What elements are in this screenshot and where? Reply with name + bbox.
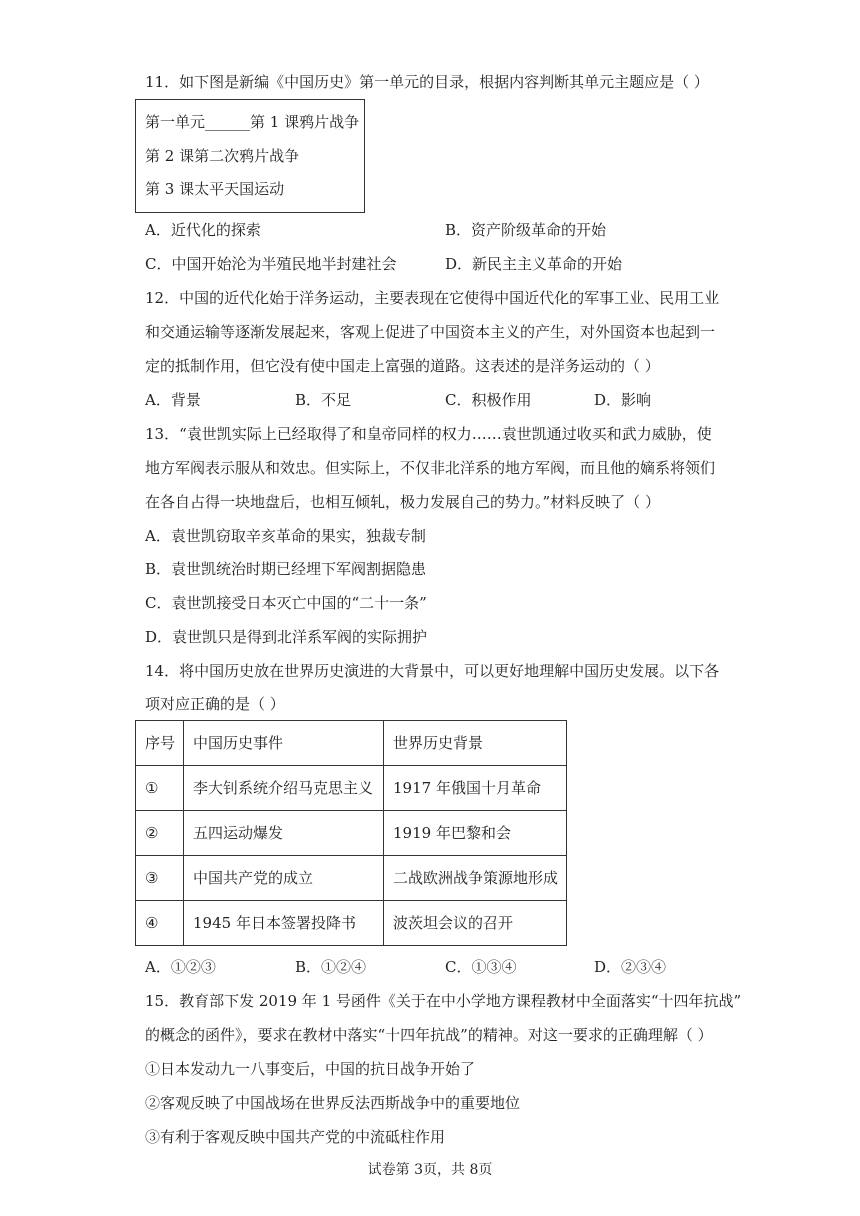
q15-item-3: ③有利于客观反映中国共产党的中流砥柱作用 [145,1128,446,1146]
q12-option-a: A．背景 [145,391,201,409]
q11-option-c: C．中国开始沦为半殖民地半封建社会 [145,255,397,273]
table-row [136,856,567,901]
q14-option-c: C．①③④ [445,958,517,976]
q12-line-3: 定的抵制作用，但它没有使中国走上富强的道路。这表述的是洋务运动的（ ） [145,357,660,375]
table-cell: 1919 年巴黎和会 [384,811,567,856]
q14-option-a: A．①②③ [145,958,216,976]
q12-option-d: D．影响 [594,391,652,409]
q11-box-line-2: 第 2 课第二次鸦片战争 [145,147,300,165]
table-header-cell: 序号 [136,721,184,766]
q15-line-2: 的概念的函件》，要求在教材中落实“十四年抗战”的精神。对这一要求的正确理解（ ） [145,1026,713,1044]
table-cell: ③ [136,856,184,901]
q12-line-1: 12．中国的近代化始于洋务运动，主要表现在它使得中国近代化的军事工业、民用工业 [145,289,720,307]
table-cell: ④ [136,901,184,946]
q13-option-c: C．袁世凯接受日本灭亡中国的“二十一条” [145,594,427,612]
q13-line-1: 13．“袁世凯实际上已经取得了和皇帝同样的权力……袁世凯通过收买和武力威胁，使 [145,425,712,443]
q11-option-a: A．近代化的探索 [145,221,261,239]
q15-item-1: ①日本发动九一八事变后，中国的抗日战争开始了 [145,1060,476,1078]
q13-line-2: 地方军阀表示服从和效忠。但实际上，不仅非北洋系的地方军阀，而且他的嫡系将领们 [145,459,716,477]
q14-line-2: 项对应正确的是（ ） [145,695,285,713]
table-cell: 中国共产党的成立 [184,856,384,901]
q14-table [135,720,567,946]
table-row [136,901,567,946]
table-cell: 1945 年日本签署投降书 [184,901,384,946]
q12-option-b: B．不足 [295,391,352,409]
q15-item-2: ②客观反映了中国战场在世界反法西斯战争中的重要地位 [145,1094,521,1112]
q12-line-2: 和交通运输等逐渐发展起来，客观上促进了中国资本主义的产生，对外国资本也起到一 [145,323,716,341]
q12-option-c: C．积极作用 [445,391,532,409]
q13-option-a: A．袁世凯窃取辛亥革命的果实，独裁专制 [145,527,426,545]
table-row [136,766,567,811]
table-cell: 波茨坦会议的召开 [384,901,567,946]
q11-option-d: D．新民主主义革命的开始 [445,255,623,273]
table-cell: 李大钊系统介绍马克思主义 [184,766,384,811]
q13-line-3: 在各自占得一块地盘后，也相互倾轧，极力发展自己的势力。”材料反映了（ ） [145,493,660,511]
q13-option-d: D．袁世凯只是得到北洋系军阀的实际拥护 [145,628,428,646]
q11-option-b: B．资产阶级革命的开始 [445,221,607,239]
q13-option-b: B．袁世凯统治时期已经埋下军阀割据隐患 [145,560,427,578]
table-row [136,811,567,856]
table-cell: ① [136,766,184,811]
table-cell: 1917 年俄国十月革命 [384,766,567,811]
table-header-cell: 中国历史事件 [184,721,384,766]
q11-contents-box [135,99,365,213]
q11-box-line-3: 第 3 课太平天国运动 [145,180,285,198]
table-cell: 五四运动爆发 [184,811,384,856]
q14-option-b: B．①②④ [295,958,367,976]
q11-box-line-1: 第一单元______第 1 课鸦片战争 [145,113,360,131]
table-cell: ② [136,811,184,856]
q11-stem: 11．如下图是新编《中国历史》第一单元的目录，根据内容判断其单元主题应是（ ） [145,73,709,91]
q14-line-1: 14．将中国历史放在世界历史演进的大背景中，可以更好地理解中国历史发展。以下各 [145,662,720,680]
q15-line-1: 15．教育部下发 2019 年 1 号函件《关于在中小学地方课程教材中全面落实“十四年抗战” [145,992,742,1010]
table-cell: 二战欧洲战争策源地形成 [384,856,567,901]
table-header-row [136,721,567,766]
q14-option-d: D．②③④ [594,958,667,976]
page-footer: 试卷第 3页，共 8页 [367,1162,493,1178]
table-header-cell: 世界历史背景 [384,721,567,766]
